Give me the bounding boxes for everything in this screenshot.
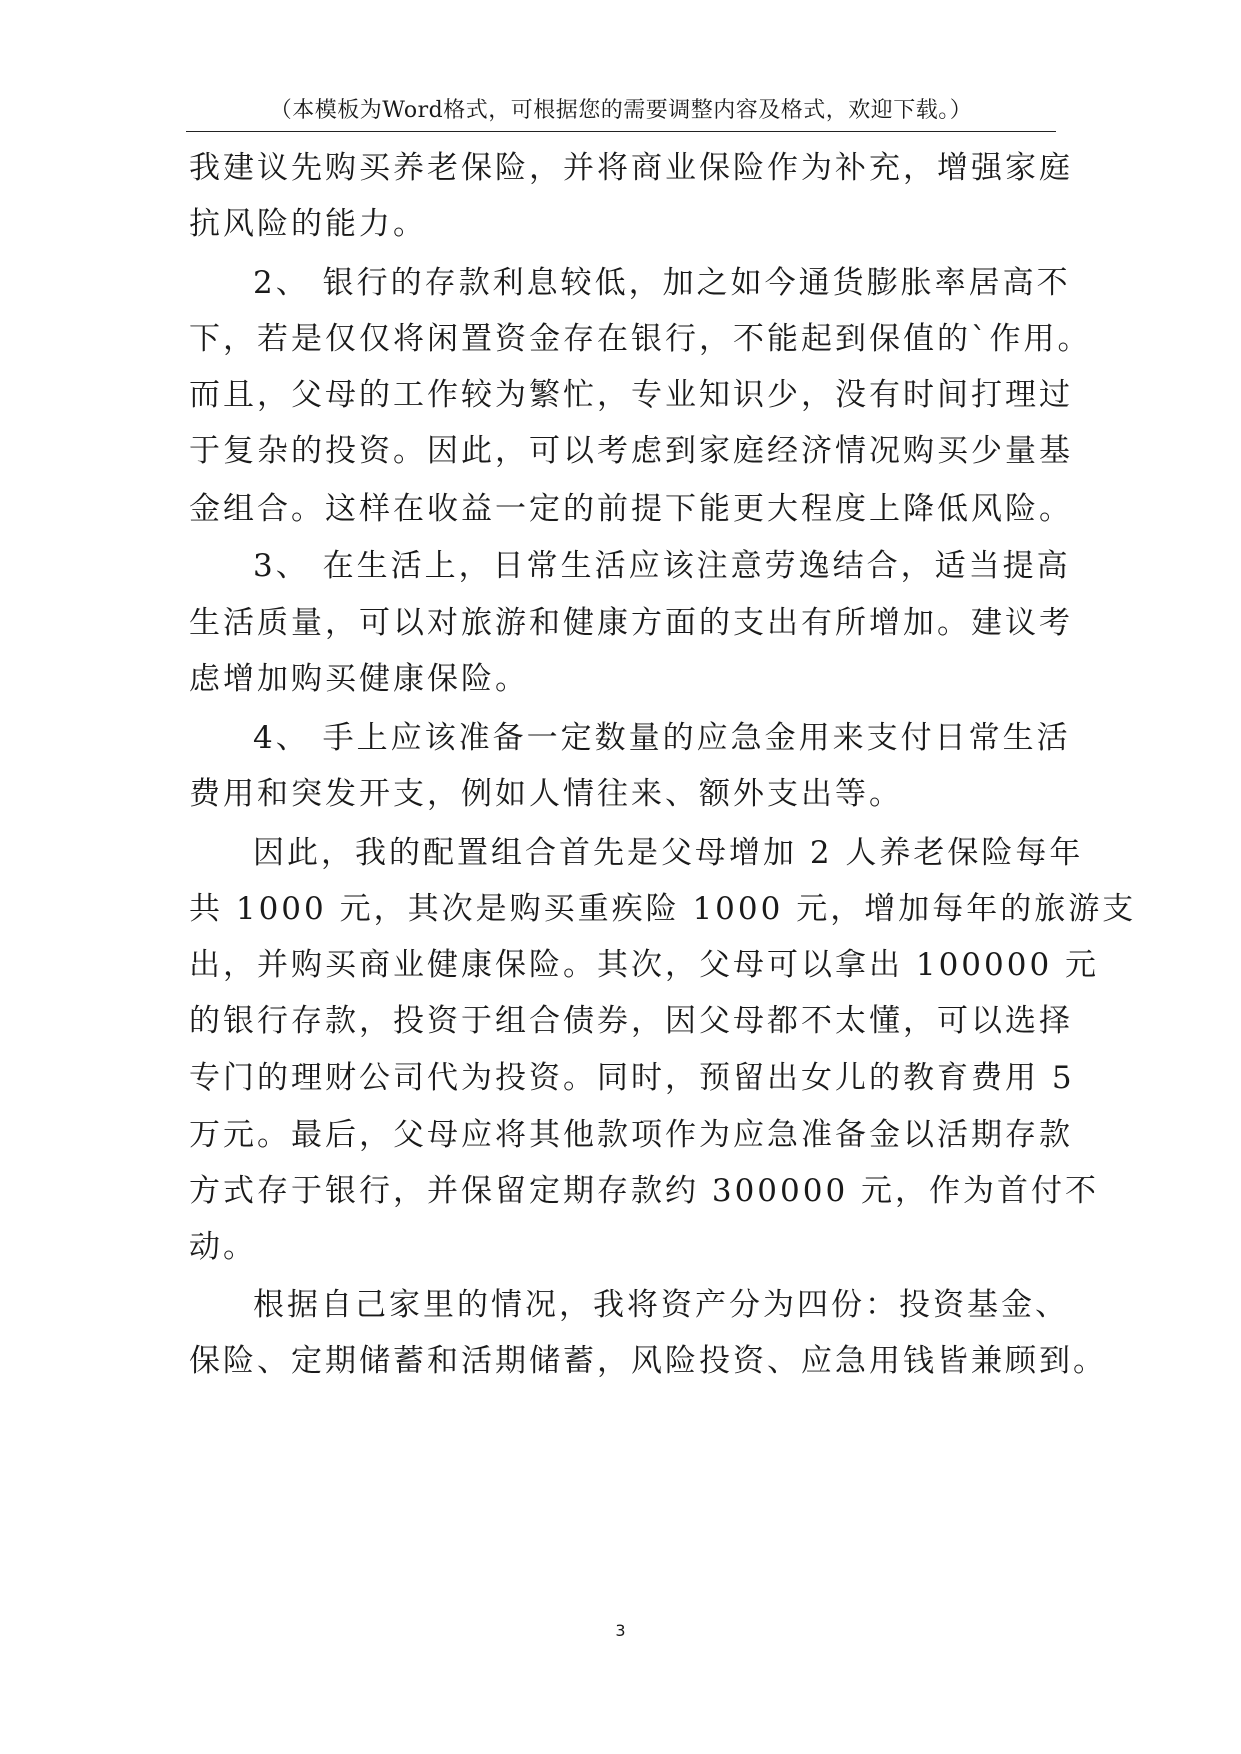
text-line: 费用和突发开支，例如人情往来、额外支出等。 xyxy=(189,776,903,812)
text-line: 共 1000 元，其次是购买重疾险 1000 元，增加每年的旅游支 xyxy=(189,891,1137,927)
text-line: 动。 xyxy=(189,1229,257,1265)
text-line: 我建议先购买养老保险，并将商业保险作为补充，增强家庭 xyxy=(189,150,1073,186)
text-line: 的银行存款，投资于组合债券，因父母都不太懂，可以选择 xyxy=(189,1003,1073,1039)
text-line: 因此，我的配置组合首先是父母增加 2 人养老保险每年 xyxy=(253,835,1084,871)
text-line: 4、 手上应该准备一定数量的应急金用来支付日常生活 xyxy=(253,720,1071,756)
text-line: 虑增加购买健康保险。 xyxy=(189,661,529,697)
header-note: （本模板为Word格式，可根据您的需要调整内容及格式，欢迎下载。） xyxy=(269,98,973,123)
text-line: 保险、定期储蓄和活期储蓄，风险投资、应急用钱皆兼顾到。 xyxy=(189,1343,1107,1379)
text-line: 于复杂的投资。因此，可以考虑到家庭经济情况购买少量基 xyxy=(189,433,1073,469)
text-line: 根据自己家里的情况，我将资产分为四份：投资基金、 xyxy=(253,1287,1069,1323)
text-line: 金组合。这样在收益一定的前提下能更大程度上降低风险。 xyxy=(189,491,1073,527)
text-line: 万元。最后，父母应将其他款项作为应急准备金以活期存款 xyxy=(189,1117,1073,1153)
header-divider xyxy=(186,131,1056,132)
text-line: 2、 银行的存款利息较低，加之如今通货膨胀率居高不 xyxy=(253,265,1071,301)
text-line: 生活质量，可以对旅游和健康方面的支出有所增加。建议考 xyxy=(189,605,1073,641)
text-line: 而且，父母的工作较为繁忙，专业知识少，没有时间打理过 xyxy=(189,377,1073,413)
text-line: 下，若是仅仅将闲置资金存在银行，不能起到保值的`作用。 xyxy=(189,321,1092,357)
text-line: 专门的理财公司代为投资。同时，预留出女儿的教育费用 5 xyxy=(189,1060,1075,1096)
text-line: 方式存于银行，并保留定期存款约 300000 元，作为首付不 xyxy=(189,1173,1100,1209)
text-line: 出，并购买商业健康保险。其次，父母可以拿出 100000 元 xyxy=(189,947,1100,983)
text-line: 3、 在生活上，日常生活应该注意劳逸结合，适当提高 xyxy=(253,548,1071,584)
text-line: 抗风险的能力。 xyxy=(189,206,427,242)
page-number: 3 xyxy=(615,1621,626,1640)
